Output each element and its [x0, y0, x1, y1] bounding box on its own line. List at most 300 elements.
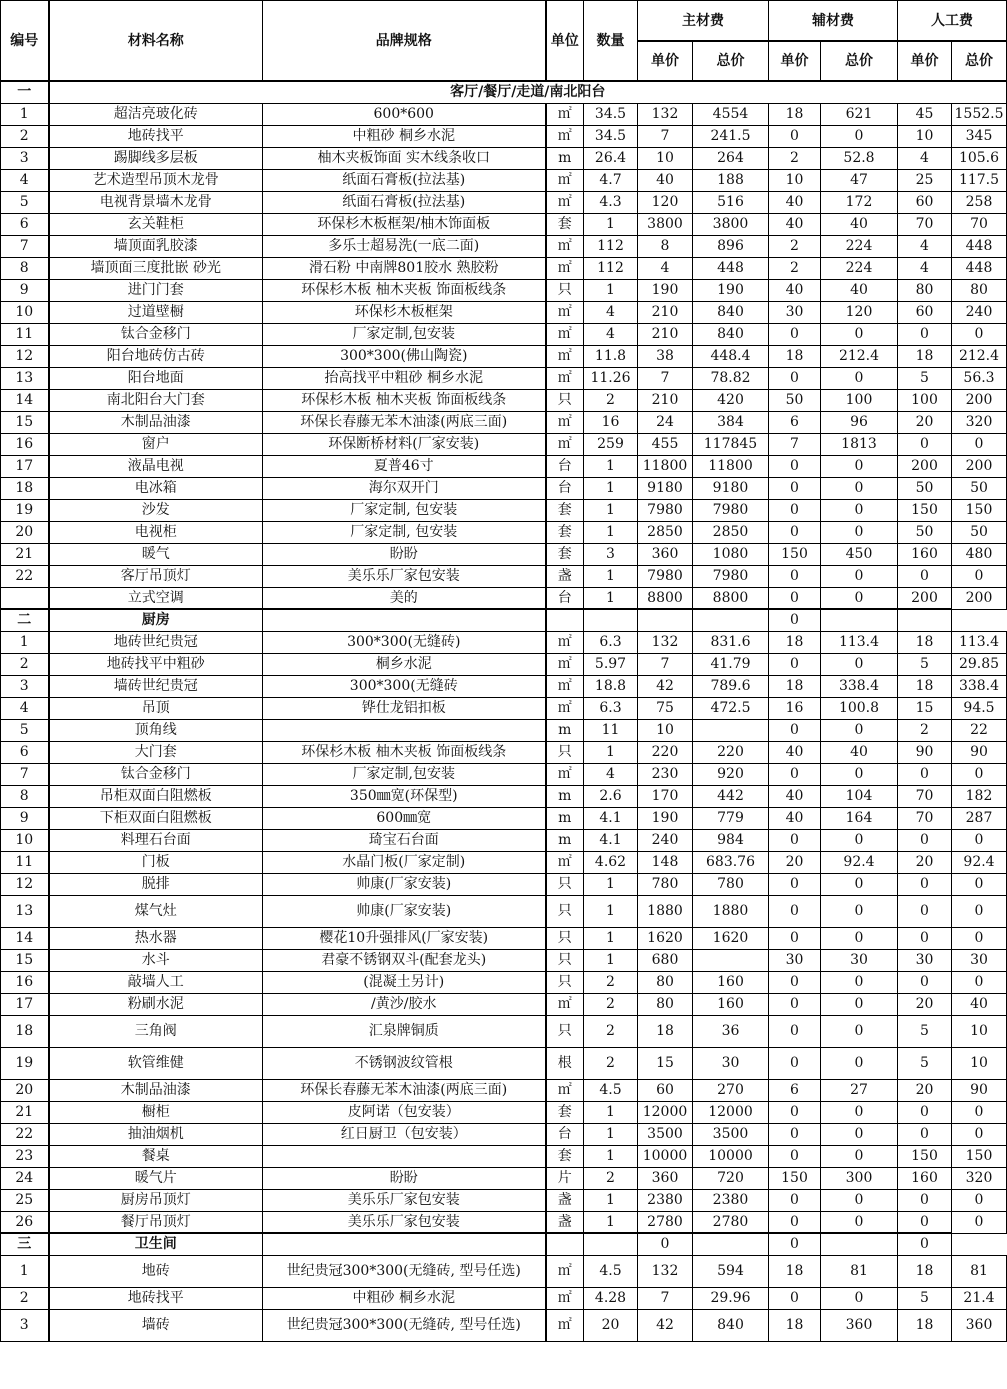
material-name: 餐桌	[49, 1145, 263, 1167]
material-name: 煤气灶	[49, 895, 263, 927]
aux-total-price: 0	[821, 653, 898, 675]
unit: ㎡	[546, 653, 584, 675]
quantity: 1	[584, 499, 638, 521]
section-summary-cell	[546, 609, 584, 631]
main-total-price: 984	[693, 829, 769, 851]
item-number: 6	[1, 741, 49, 763]
aux-unit-price: 10	[769, 169, 821, 191]
table-row	[1, 785, 1007, 807]
material-name: 顶角线	[49, 719, 263, 741]
aux-unit-price: 30	[769, 301, 821, 323]
main-total-price: 789.6	[693, 675, 769, 697]
brand-spec: 红日厨卫（包安装）	[263, 1123, 546, 1145]
aux-unit-price: 0	[769, 829, 821, 851]
labor-unit-price: 0	[898, 829, 952, 851]
brand-spec: 美的	[263, 587, 546, 609]
material-name: 墙砖	[49, 1309, 263, 1341]
main-unit-price: 220	[638, 741, 693, 763]
aux-unit-price: 18	[769, 103, 821, 125]
labor-total-price: 0	[952, 927, 1007, 949]
material-name: 地砖找平	[49, 125, 263, 147]
unit: ㎡	[546, 697, 584, 719]
unit: 套	[546, 213, 584, 235]
table-row	[1, 455, 1007, 477]
item-number	[1, 587, 49, 609]
material-name: 地砖找平中粗砂	[49, 653, 263, 675]
aux-unit-price: 0	[769, 895, 821, 927]
labor-unit-price: 100	[898, 389, 952, 411]
labor-total-price: 345	[952, 125, 1007, 147]
brand-spec: 厂家定制,包安装	[263, 323, 546, 345]
table-row	[1, 675, 1007, 697]
labor-total-price: 92.4	[952, 851, 1007, 873]
item-number: 4	[1, 169, 49, 191]
main-total-price: 190	[693, 279, 769, 301]
main-total-price: 920	[693, 763, 769, 785]
main-total-price: 117845	[693, 433, 769, 455]
main-unit-price: 1620	[638, 927, 693, 949]
labor-unit-price: 18	[898, 1309, 952, 1341]
section-row	[1, 609, 1007, 631]
main-total-price: 442	[693, 785, 769, 807]
material-name: 电视柜	[49, 521, 263, 543]
aux-total-price: 0	[821, 1123, 898, 1145]
table-row	[1, 1101, 1007, 1123]
table-row	[1, 389, 1007, 411]
labor-unit-price: 20	[898, 851, 952, 873]
item-number: 16	[1, 971, 49, 993]
unit: 盏	[546, 1189, 584, 1211]
labor-unit-price: 0	[898, 873, 952, 895]
quantity: 18.8	[584, 675, 638, 697]
main-total-price: 78.82	[693, 367, 769, 389]
labor-total-price: 0	[952, 433, 1007, 455]
table-row	[1, 345, 1007, 367]
table-row	[1, 1167, 1007, 1189]
main-unit-price: 210	[638, 301, 693, 323]
main-unit-price: 170	[638, 785, 693, 807]
item-number: 3	[1, 147, 49, 169]
main-total-price: 594	[693, 1255, 769, 1287]
labor-total-price: 50	[952, 477, 1007, 499]
main-total-price: 160	[693, 993, 769, 1015]
main-unit-price: 8800	[638, 587, 693, 609]
aux-total-price: 52.8	[821, 147, 898, 169]
aux-total-price: 113.4	[821, 631, 898, 653]
labor-total-price: 50	[952, 521, 1007, 543]
unit: ㎡	[546, 433, 584, 455]
table-row	[1, 565, 1007, 587]
section-summary-cell	[821, 609, 898, 631]
labor-unit-price: 10	[898, 125, 952, 147]
material-name: 料理石台面	[49, 829, 263, 851]
main-unit-price: 9180	[638, 477, 693, 499]
table-row	[1, 279, 1007, 301]
quantity: 1	[584, 1211, 638, 1233]
main-total-price: 160	[693, 971, 769, 993]
item-number: 26	[1, 1211, 49, 1233]
material-name: 下柜双面白阻燃板	[49, 807, 263, 829]
brand-spec: 300*300(佛山陶瓷)	[263, 345, 546, 367]
labor-total-price: 0	[952, 829, 1007, 851]
quantity: 4.1	[584, 807, 638, 829]
labor-unit-price: 4	[898, 257, 952, 279]
brand-spec: 铧仕龙铝扣板	[263, 697, 546, 719]
brand-spec: 海尔双开门	[263, 477, 546, 499]
main-unit-price: 7980	[638, 499, 693, 521]
aux-total-price: 0	[821, 873, 898, 895]
aux-total-price: 30	[821, 949, 898, 971]
labor-unit-price: 5	[898, 653, 952, 675]
item-number: 17	[1, 455, 49, 477]
labor-unit-price: 4	[898, 235, 952, 257]
aux-total-price: 0	[821, 125, 898, 147]
table-row	[1, 367, 1007, 389]
aux-total-price: 104	[821, 785, 898, 807]
item-number: 8	[1, 785, 49, 807]
labor-unit-price: 0	[898, 927, 952, 949]
material-name: 软管维健	[49, 1047, 263, 1079]
main-unit-price: 42	[638, 675, 693, 697]
aux-total-price: 224	[821, 235, 898, 257]
main-unit-price: 360	[638, 543, 693, 565]
material-name: 橱柜	[49, 1101, 263, 1123]
item-number: 13	[1, 895, 49, 927]
unit: m	[546, 829, 584, 851]
table-row	[1, 1079, 1007, 1101]
labor-total-price: 90	[952, 1079, 1007, 1101]
brand-spec	[263, 1145, 546, 1167]
labor-unit-price: 5	[898, 367, 952, 389]
quantity: 1	[584, 521, 638, 543]
table-row	[1, 411, 1007, 433]
item-number: 2	[1, 1287, 49, 1309]
brand-spec: 皮阿诺（包安装）	[263, 1101, 546, 1123]
item-number: 19	[1, 499, 49, 521]
section-summary-cell: 0	[638, 1233, 693, 1255]
main-unit-price: 38	[638, 345, 693, 367]
aux-unit-price: 0	[769, 993, 821, 1015]
main-unit-price: 132	[638, 631, 693, 653]
aux-total-price: 224	[821, 257, 898, 279]
unit: ㎡	[546, 191, 584, 213]
material-name: 吊柜双面白阻燃板	[49, 785, 263, 807]
labor-unit-price: 20	[898, 993, 952, 1015]
material-name: 暖气片	[49, 1167, 263, 1189]
labor-total-price: 1552.5	[952, 103, 1007, 125]
brand-spec: 水晶门板(厂家定制)	[263, 851, 546, 873]
item-number: 15	[1, 411, 49, 433]
aux-unit-price: 0	[769, 565, 821, 587]
header-main-total-price: 总价	[693, 41, 769, 81]
aux-unit-price: 40	[769, 191, 821, 213]
brand-spec: 帅康(厂家安装)	[263, 895, 546, 927]
material-name: 脱排	[49, 873, 263, 895]
labor-total-price: 0	[952, 895, 1007, 927]
table-row	[1, 971, 1007, 993]
brand-spec: 300*300(无缝砖	[263, 675, 546, 697]
item-number: 21	[1, 1101, 49, 1123]
item-number: 21	[1, 543, 49, 565]
quantity: 4.62	[584, 851, 638, 873]
unit: m	[546, 719, 584, 741]
main-total-price: 12000	[693, 1101, 769, 1123]
aux-total-price: 40	[821, 279, 898, 301]
labor-unit-price: 70	[898, 785, 952, 807]
quantity: 259	[584, 433, 638, 455]
section-summary-cell	[821, 1233, 898, 1255]
unit: 套	[546, 1101, 584, 1123]
unit: m	[546, 785, 584, 807]
brand-spec: 环保长春藤无苯木油漆(两底三面)	[263, 1079, 546, 1101]
item-number: 5	[1, 191, 49, 213]
aux-total-price: 0	[821, 763, 898, 785]
section-number: 一	[1, 81, 49, 103]
labor-unit-price: 160	[898, 1167, 952, 1189]
aux-total-price: 120	[821, 301, 898, 323]
labor-total-price: 480	[952, 543, 1007, 565]
main-unit-price: 455	[638, 433, 693, 455]
item-number: 5	[1, 719, 49, 741]
main-total-price: 36	[693, 1015, 769, 1047]
quantity: 4.5	[584, 1079, 638, 1101]
item-number: 7	[1, 235, 49, 257]
main-unit-price: 40	[638, 169, 693, 191]
aux-unit-price: 0	[769, 719, 821, 741]
section-row	[1, 1233, 1007, 1255]
main-total-price: 448	[693, 257, 769, 279]
table-row	[1, 147, 1007, 169]
aux-total-price: 40	[821, 213, 898, 235]
unit: m	[546, 147, 584, 169]
labor-unit-price: 90	[898, 741, 952, 763]
main-unit-price: 230	[638, 763, 693, 785]
labor-unit-price: 70	[898, 807, 952, 829]
quantity: 1	[584, 213, 638, 235]
main-total-price: 41.79	[693, 653, 769, 675]
quantity: 2	[584, 971, 638, 993]
brand-spec: 不锈钢波纹管根	[263, 1047, 546, 1079]
quantity: 1	[584, 1145, 638, 1167]
quantity: 16	[584, 411, 638, 433]
labor-total-price: 150	[952, 499, 1007, 521]
section-summary-cell	[898, 609, 952, 631]
table-row	[1, 653, 1007, 675]
quantity: 4.1	[584, 829, 638, 851]
aux-unit-price: 0	[769, 323, 821, 345]
aux-total-price: 0	[821, 477, 898, 499]
aux-unit-price: 6	[769, 411, 821, 433]
aux-unit-price: 6	[769, 1079, 821, 1101]
labor-total-price: 182	[952, 785, 1007, 807]
unit: 根	[546, 1047, 584, 1079]
quantity: 11.26	[584, 367, 638, 389]
quantity: 2.6	[584, 785, 638, 807]
quantity: 11.8	[584, 345, 638, 367]
quantity: 4	[584, 301, 638, 323]
brand-spec: 600*600	[263, 103, 546, 125]
labor-unit-price: 25	[898, 169, 952, 191]
table-row	[1, 851, 1007, 873]
brand-spec: 环保杉木板 柚木夹板 饰面板线条	[263, 279, 546, 301]
main-total-price: 264	[693, 147, 769, 169]
main-unit-price: 3500	[638, 1123, 693, 1145]
main-unit-price: 190	[638, 279, 693, 301]
main-unit-price: 2850	[638, 521, 693, 543]
table-row	[1, 1047, 1007, 1079]
brand-spec: 600㎜宽	[263, 807, 546, 829]
labor-unit-price: 50	[898, 477, 952, 499]
unit: ㎡	[546, 675, 584, 697]
table-row	[1, 719, 1007, 741]
quantity: 1	[584, 455, 638, 477]
aux-unit-price: 0	[769, 1015, 821, 1047]
section-summary-cell: 0	[769, 609, 821, 631]
labor-total-price: 200	[952, 455, 1007, 477]
aux-unit-price: 2	[769, 147, 821, 169]
labor-unit-price: 0	[898, 323, 952, 345]
table-row	[1, 433, 1007, 455]
aux-total-price: 0	[821, 1101, 898, 1123]
header-qty: 数量	[584, 1, 638, 82]
quantity: 4.28	[584, 1287, 638, 1309]
main-total-price: 3500	[693, 1123, 769, 1145]
main-unit-price: 75	[638, 697, 693, 719]
labor-total-price: 30	[952, 949, 1007, 971]
brand-spec: 多乐士超易洗(一底二面)	[263, 235, 546, 257]
labor-total-price: 212.4	[952, 345, 1007, 367]
main-total-price: 1880	[693, 895, 769, 927]
quantity: 4.7	[584, 169, 638, 191]
brand-spec: 柚木夹板饰面 实木线条收口	[263, 147, 546, 169]
quantity: 20	[584, 1309, 638, 1341]
section-summary-cell	[693, 1233, 769, 1255]
main-total-price: 779	[693, 807, 769, 829]
item-number: 8	[1, 257, 49, 279]
main-unit-price: 210	[638, 323, 693, 345]
labor-total-price: 117.5	[952, 169, 1007, 191]
labor-unit-price: 18	[898, 675, 952, 697]
section-summary-cell	[638, 609, 693, 631]
table-row	[1, 125, 1007, 147]
brand-spec: 环保杉木板框架/柚木饰面板	[263, 213, 546, 235]
header-aux-material: 辅材费	[769, 1, 898, 42]
item-number: 10	[1, 301, 49, 323]
table-row	[1, 697, 1007, 719]
brand-spec: 环保长春藤无苯木油漆(两底三面)	[263, 411, 546, 433]
item-number: 11	[1, 323, 49, 345]
aux-total-price: 0	[821, 927, 898, 949]
labor-unit-price: 15	[898, 697, 952, 719]
brand-spec: 环保断桥材料(厂家安装)	[263, 433, 546, 455]
material-name: 敲墙人工	[49, 971, 263, 993]
main-unit-price: 132	[638, 103, 693, 125]
aux-unit-price: 0	[769, 1047, 821, 1079]
aux-unit-price: 0	[769, 477, 821, 499]
aux-unit-price: 0	[769, 1145, 821, 1167]
quantity: 1	[584, 873, 638, 895]
brand-spec: 美乐乐厂家包安装	[263, 1189, 546, 1211]
aux-unit-price: 0	[769, 521, 821, 543]
brand-spec: 桐乡水泥	[263, 653, 546, 675]
unit: ㎡	[546, 851, 584, 873]
unit: ㎡	[546, 1255, 584, 1287]
header-spec: 品牌规格	[263, 1, 546, 82]
sheet-body	[1, 81, 1007, 1341]
brand-spec: 抬高找平中粗砂 桐乡水泥	[263, 367, 546, 389]
section-number: 二	[1, 609, 49, 631]
unit: 只	[546, 873, 584, 895]
material-name: 电冰箱	[49, 477, 263, 499]
material-name: 玄关鞋柜	[49, 213, 263, 235]
labor-unit-price: 50	[898, 521, 952, 543]
quantity: 4	[584, 763, 638, 785]
labor-unit-price: 30	[898, 949, 952, 971]
labor-total-price: 448	[952, 257, 1007, 279]
labor-total-price: 0	[952, 565, 1007, 587]
item-number: 9	[1, 807, 49, 829]
unit: ㎡	[546, 993, 584, 1015]
main-unit-price: 60	[638, 1079, 693, 1101]
material-name: 大门套	[49, 741, 263, 763]
unit: ㎡	[546, 103, 584, 125]
brand-spec: 夏普46寸	[263, 455, 546, 477]
unit: 套	[546, 499, 584, 521]
quantity: 2	[584, 1047, 638, 1079]
main-total-price: 188	[693, 169, 769, 191]
labor-total-price: 56.3	[952, 367, 1007, 389]
table-row	[1, 323, 1007, 345]
section-row	[1, 81, 1007, 103]
material-name: 水斗	[49, 949, 263, 971]
header-no: 编号	[1, 1, 49, 82]
quantity: 6.3	[584, 697, 638, 719]
quantity: 112	[584, 235, 638, 257]
brand-spec: 环保杉木板 柚木夹板 饰面板线条	[263, 389, 546, 411]
brand-spec: 厂家定制,包安装	[263, 763, 546, 785]
main-total-price: 7980	[693, 499, 769, 521]
labor-total-price: 0	[952, 873, 1007, 895]
labor-unit-price: 60	[898, 191, 952, 213]
material-name: 墙顶面三度批嵌 砂光	[49, 257, 263, 279]
labor-total-price: 287	[952, 807, 1007, 829]
material-name: 阳台地面	[49, 367, 263, 389]
labor-total-price: 0	[952, 1123, 1007, 1145]
unit: 只	[546, 927, 584, 949]
aux-total-price: 100.8	[821, 697, 898, 719]
labor-total-price: 113.4	[952, 631, 1007, 653]
main-unit-price: 80	[638, 993, 693, 1015]
main-unit-price: 7980	[638, 565, 693, 587]
labor-total-price: 0	[952, 323, 1007, 345]
table-row	[1, 895, 1007, 927]
main-unit-price: 240	[638, 829, 693, 851]
table-row	[1, 1189, 1007, 1211]
table-row	[1, 543, 1007, 565]
main-total-price	[693, 949, 769, 971]
item-number: 3	[1, 675, 49, 697]
main-total-price: 831.6	[693, 631, 769, 653]
brand-spec: 350㎜宽(环保型)	[263, 785, 546, 807]
labor-unit-price: 20	[898, 411, 952, 433]
unit: 盏	[546, 1211, 584, 1233]
aux-unit-price: 0	[769, 1123, 821, 1145]
quantity: 6.3	[584, 631, 638, 653]
unit: 套	[546, 1145, 584, 1167]
unit: 只	[546, 971, 584, 993]
aux-total-price: 0	[821, 367, 898, 389]
item-number: 24	[1, 1167, 49, 1189]
